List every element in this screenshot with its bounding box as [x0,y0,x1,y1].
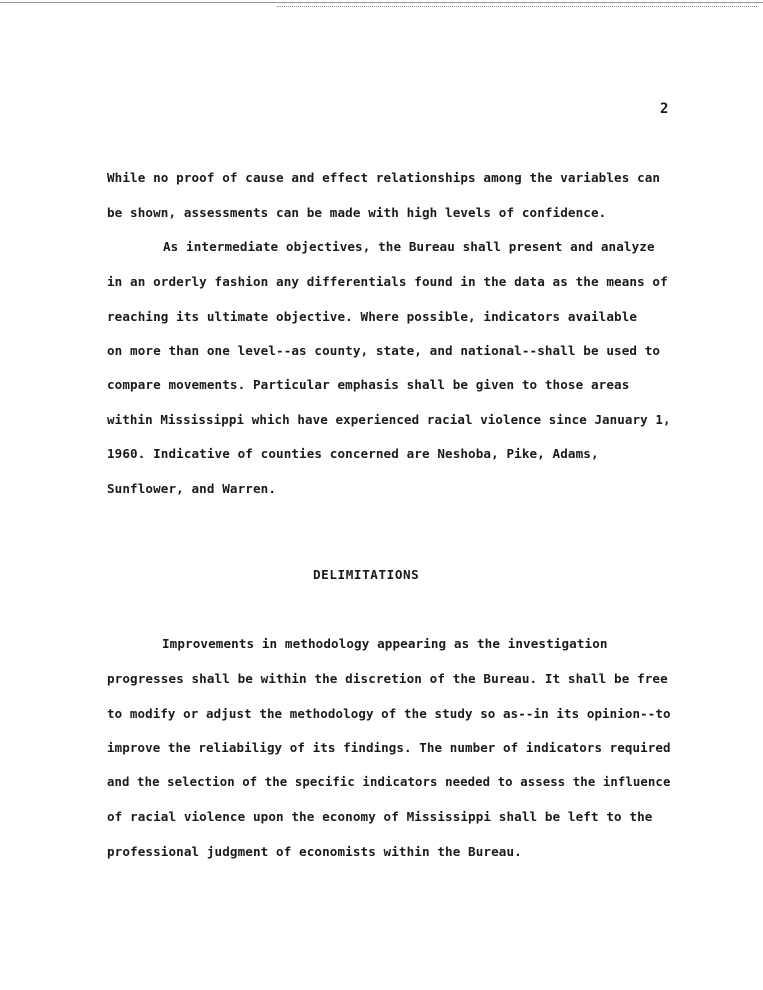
text-line: be shown, assessments can be made with high levels of confidence. [107,205,607,220]
text-line: Improvements in methodology appearing as the investigation [162,636,608,651]
top-edge-marks [277,0,757,7]
text-line: to modify or adjust the methodology of the study so as--in its opinion--to [107,706,671,721]
text-line: improve the reliabiligy of its findings. The number of indicators required [107,740,671,755]
text-line: in an orderly fashion any differentials found in the data as the means of [107,274,668,289]
text-line: on more than one level--as county, state, and national--shall be used to [107,343,661,358]
text-line: While no proof of cause and effect relationships among the variables can [107,170,661,185]
text-line: within Mississippi which have experienced racial violence since January 1, [107,412,671,427]
text-line: As intermediate objectives, the Bureau shall present and analyze [163,239,655,254]
text-line: 1960. Indicative of counties concerned are Neshoba, Pike, Adams, [107,446,599,461]
text-line: professional judgment of economists within the Bureau. [107,844,522,859]
section-heading: DELIMITATIONS [313,567,420,582]
page-number: 2 [660,101,669,117]
text-line: compare movements. Particular emphasis shall be given to those areas [107,377,630,392]
text-line: and the selection of the specific indicators needed to assess the influence [107,775,671,789]
text-line: Sunflower, and Warren. [107,481,277,496]
text-line: progresses shall be within the discretion of the Bureau. It shall be free [107,671,668,686]
text-line: of racial violence upon the economy of Mississippi shall be left to the [107,809,653,824]
text-line: reaching its ultimate objective. Where possible, indicators available [107,309,638,324]
